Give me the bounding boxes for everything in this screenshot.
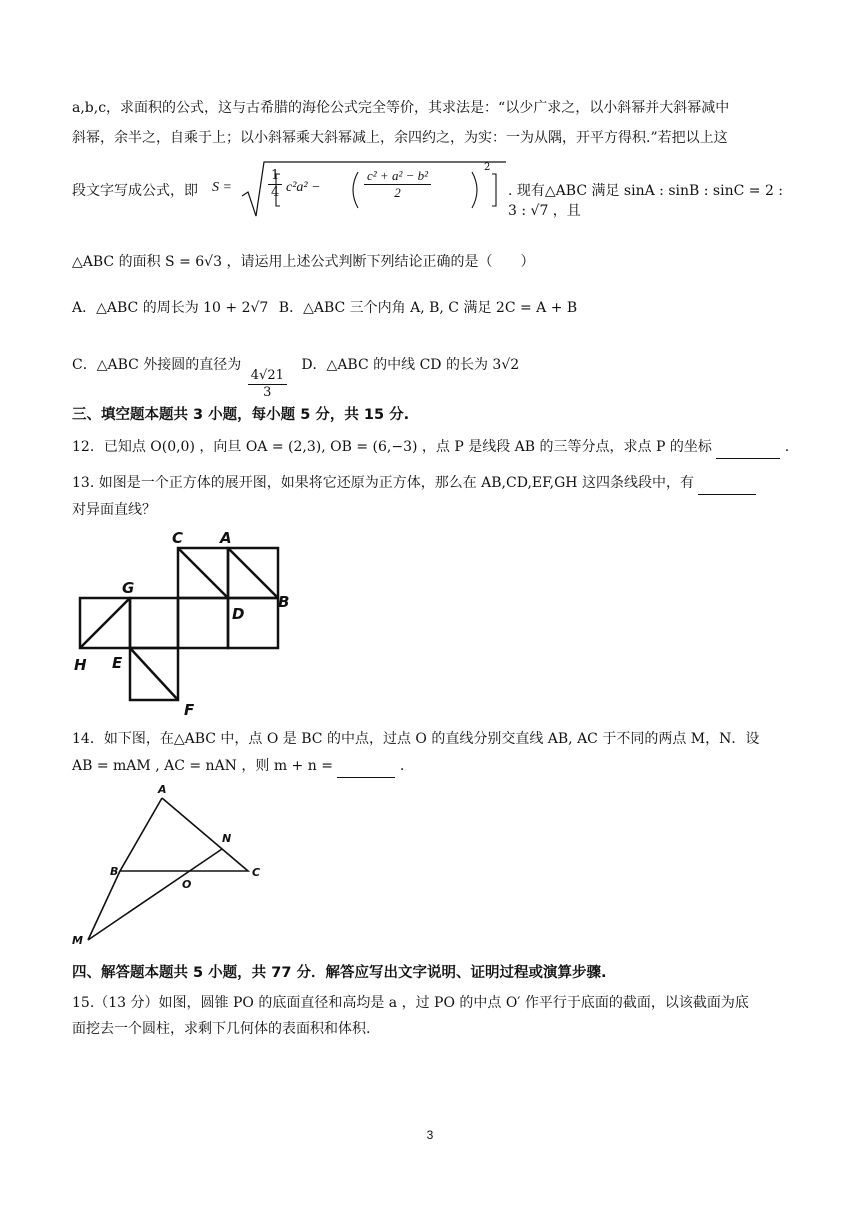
frac-denominator: 4 [271,185,280,200]
label-g: G [122,579,135,597]
answer-blank [337,755,395,778]
triangle-figure [66,778,276,948]
answer-blank [716,436,780,459]
q11-line-2: 斜幂，余半之，自乘于上；以小斜幂乘大斜幂减上，余四约之，为实：一为从隅，开平方得积.”若把以上这 [72,130,728,146]
q12-line [72,436,792,459]
q12-text: 12．已知点 O(0,0) ，向旦 OA = (2,3), OB = (6,−3) ，点 P 是线段 AB 的三等分点，求点 P 的坐标 [72,439,712,455]
option-d: D．△ABC 的中线 CD 的长为 3√2 [301,357,520,373]
segment-ab [228,548,278,598]
q12-end: . [784,439,790,455]
frac-inner-denominator: 2 [394,185,401,200]
label-b: B [110,865,119,878]
label-e: E [112,654,123,672]
q11-line-3-prefix: 段文字写成公式，即 [72,183,198,199]
q11-formula-line [72,160,792,220]
formula-s: S = [212,180,232,195]
line-mn [88,849,222,940]
label-m: M [72,934,83,947]
option-c-denominator: 3 [263,385,272,400]
q15-line-2: 面挖去一个圆柱，求剩下几何体的表面积和体积. [72,1021,371,1037]
label-d: D [232,605,245,623]
label-o: O [182,878,192,891]
q14-line-1: 14．如下图，在△ABC 中，点 O 是 BC 的中点，过点 O 的直线分别交直线 AB, AC 于不同的两点 M，N．设 [72,731,760,747]
label-h: H [74,656,87,674]
label-b: B [278,593,290,611]
q14-end: . [399,758,405,774]
net-square [130,598,178,648]
label-a: A [220,529,232,547]
section-3-heading: 三、填空题本题共 3 小题，每小题 5 分，共 15 分. [72,407,410,423]
frac-numerator: 1 [268,168,282,185]
cube-net-figure [70,525,310,725]
q11-line-3-suffix: . 现有△ABC 满足 sinA : sinB : sinC = 2 : 3 : √7 ，且 [508,183,784,219]
q11-options-cd [72,354,792,401]
q11-line-1: a,b,c，求面积的公式，这与古希腊的海伦公式完全等价，其求法是：“以少广求之，以小斜幂并大斜幂减中 [72,100,730,116]
label-f: F [184,701,195,719]
q13-line-2: 对异面直线？ [72,502,156,518]
q14-line-2 [72,755,792,778]
q11-options-ab [72,297,792,319]
net-square [178,598,228,648]
option-c-prefix: C．△ABC 外接圆的直径为 [72,357,242,373]
q13-text: 13. 如图是一个正方体的展开图，如果将它还原为正方体，那么在 AB,CD,EF,GH 这四条线段中，有 [72,475,694,491]
label-a: A [158,783,167,796]
label-n: N [222,832,232,845]
option-c-numerator: 4√21 [248,368,287,385]
frac-inner-numerator: c² + a² − b² [364,168,431,185]
c2a2-term: c²a² − [286,180,321,195]
q15-line-1: 15.（13 分）如图，圆锥 PO 的底面直径和高均是 a ，过 PO 的中点 O′ 作平行于底面的截面，以该截面为底 [72,995,749,1011]
q11-line-4: △ABC 的面积 S = 6√3 ，请运用上述公式判断下列结论正确的是（ ） [72,254,535,270]
segment-cd [178,548,228,598]
q13-line-1 [72,472,792,495]
option-c-fraction [248,368,287,401]
label-c: C [172,529,184,547]
fraction-inner [364,168,431,201]
option-b: B．△ABC 三个内角 A, B, C 满足 2C = A + B [278,300,578,316]
answer-blank [698,472,756,495]
section-4-heading: 四、解答题本题共 5 小题，共 77 分．解答应写出文字说明、证明过程或演算步骤. [72,965,607,981]
q14-text: AB = mAM , AC = nAN ，则 m + n = [72,758,333,774]
label-c: C [252,866,261,879]
square-exponent: 2 [484,162,491,173]
segment-ef [130,648,178,700]
page-number: 3 [426,1128,434,1142]
option-a: A．△ABC 的周长为 10 + 2√7 [72,300,269,316]
fraction-one-quarter [268,168,282,201]
segment-gh [80,598,130,648]
